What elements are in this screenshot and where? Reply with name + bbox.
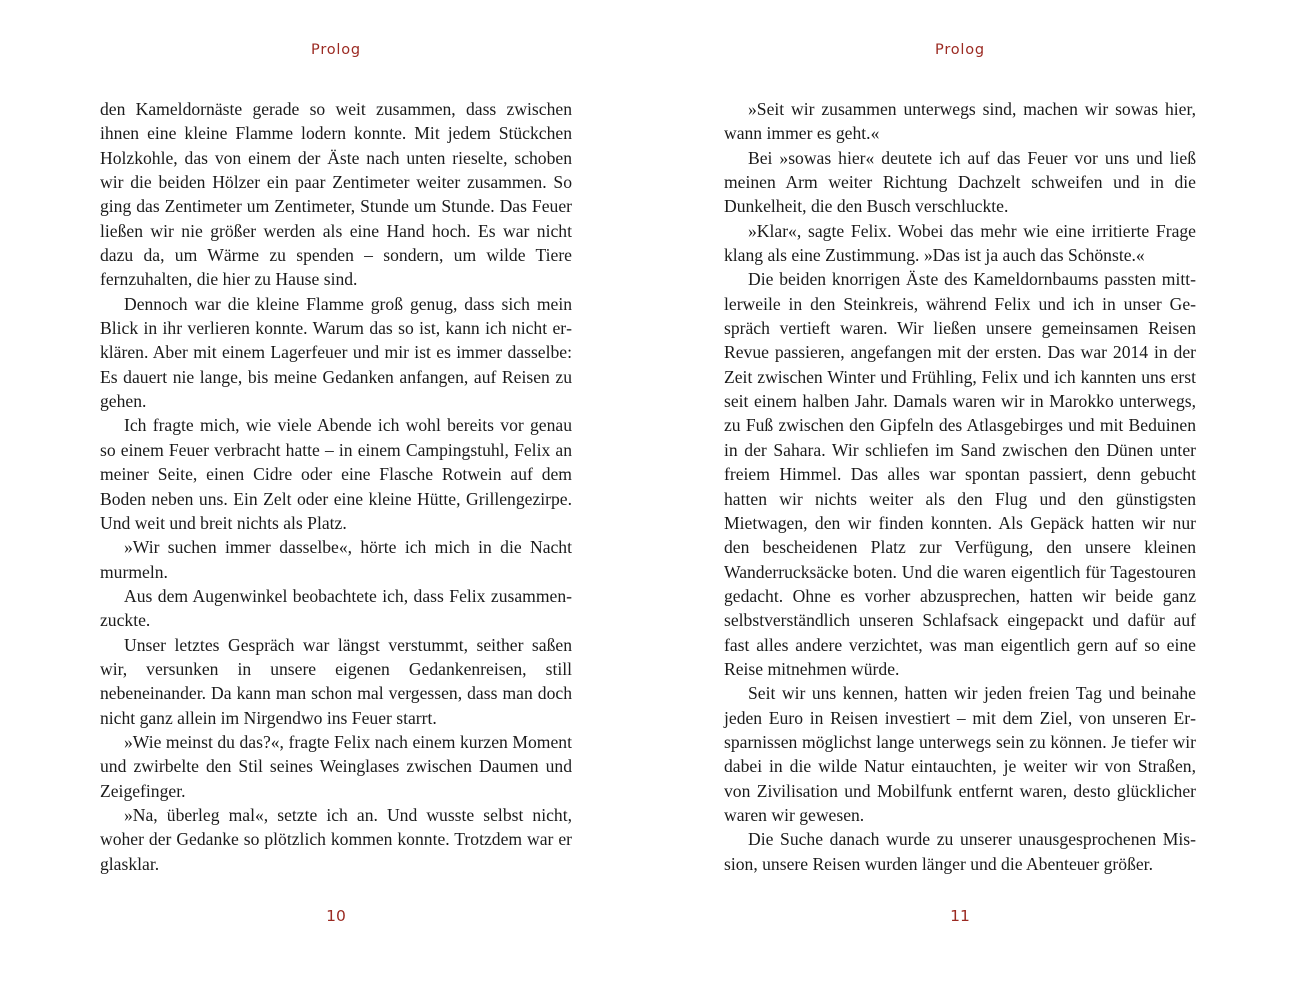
paragraph: »Wie meinst du das?«, fragte Felix nach einem kurzen Moment und zwirbelte den Stil seines Weinglases zwischen Daumen und Zeigefinger. <box>100 731 572 801</box>
paragraph: Die Suche danach wurde zu unserer unausgesprochenen Mission, unsere Reisen wurden länger und die Abenteuer größer. <box>724 829 1196 874</box>
left-page-body <box>100 97 572 876</box>
paragraph: Bei »sowas hier« deutete ich auf das Feuer vor uns und ließ meinen Arm weiter Richtung Dachzelt schweifen und in die Dunkelheit, die den Busch verschluckte. <box>724 147 1196 217</box>
paragraph: »Wir suchen immer dasselbe«, hörte ich mich in die Nacht murmeln. <box>100 537 572 582</box>
right-page-body <box>724 97 1196 876</box>
paragraph: »Seit wir zusammen unterwegs sind, machen wir sowas hier, wann immer es geht.« <box>724 99 1196 144</box>
left-page <box>100 0 572 1000</box>
paragraph: Unser letztes Gespräch war längst verstummt, seither saßen wir, versunken in unsere eigenen Gedankenreisen, still nebeneinander. Da kann man schon mal vergessen, dass man doch nicht ganz allein im Nirgendwo ins Feuer starrt. <box>100 634 572 728</box>
running-head-left: Prolog <box>311 42 361 58</box>
paragraph: Die beiden knorrigen Äste des Kameldornbaums passten mittlerweile in den Steinkreis, während Felix und ich in unser Gespräch vertieft waren. Wir ließen unsere gemeinsamen Reisen Revue passieren, angefangen mit der ersten. Das war 2014 in der Zeit zwischen Winter und Frühling, Felix und ich kannten uns erst seit einem halben Jahr. Damals waren wir in Marokko unterwegs, zu Fuß zwischen den Gipfeln des Atlasgebirges und mit Beduinen in der Sahara. Wir schliefen im Sand zwischen den Dünen unter freiem Himmel. Das alles war spontan passiert, denn gebucht hatten wir nichts weiter als den Flug und den günstigsten Mietwagen, den wir finden konnten. Als Gepäck hatten wir nur den bescheidenen Platz zur Verfügung, den unsere kleinen Wanderrucksäcke boten. Und die waren eigentlich für Tagestouren gedacht. Ohne es vorher abzusprechen, hatten wir beide ganz selbstverständlich unseren Schlafsack eingepackt und dafür auf fast alles andere verzichtet, was man eigentlich gern auf so eine Reise mitnehmen würde. <box>724 269 1196 679</box>
paragraph: »Klar«, sagte Felix. Wobei das mehr wie eine irritierte Frage klang als eine Zustimmung. »Das ist ja auch das Schönste.« <box>724 220 1196 266</box>
paragraph: Seit wir uns kennen, hatten wir jeden freien Tag und beinahe jeden Euro in Reisen investiert – mit dem Ziel, von unseren Ersparnissen möglichst lange unterwegs sein zu können. Je tiefer wir dabei in die wilde Natur eintauchten, je weiter wir von Straßen, von Zivilisation und Mobilfunk entfernt waren, desto glücklicher waren wir gewesen. <box>724 683 1196 825</box>
right-page <box>724 0 1196 1000</box>
paragraph: Aus dem Augenwinkel beobachtete ich, dass Felix zusammenzuckte. <box>100 585 572 631</box>
page-number-right: 11 <box>950 907 970 925</box>
running-head-right: Prolog <box>935 42 985 58</box>
page-number-left: 10 <box>326 907 346 925</box>
paragraph: Dennoch war die kleine Flamme groß genug, dass sich mein Blick in ihr verlieren konnte. Warum das so ist, kann ich nicht erklären. Aber mit einem Lagerfeuer und mir ist es immer dasselbe: Es dauert nie lange, bis meine Gedanken anfangen, auf Reisen zu gehen. <box>100 293 572 412</box>
paragraph: Ich fragte mich, wie viele Abende ich wohl bereits vor genau so einem Feuer verbracht hatte – in einem Campingstuhl, Felix an meiner Seite, einen Cidre oder eine Flasche Rotwein auf dem Boden neben uns. Ein Zelt oder eine kleine Hütte, Grillengezirpe. Und weit und breit nichts als Platz. <box>100 415 572 533</box>
paragraph: den Kameldornäste gerade so weit zusammen, dass zwischen ihnen eine kleine Flamme lodern konnte. Mit jedem Stückchen Holzkohle, das von einem der Äste nach unten rieselte, schoben wir die beiden Hölzer ein paar Zentimeter weiter zusammen. So ging das Zentimeter um Zentimeter, Stunde um Stunde. Das Feuer ließen wir nie größer werden als eine Hand hoch. Es war nicht dazu da, um Wärme zu spenden – sondern, um wilde Tiere fernzuhalten, die hier zu Hause sind. <box>100 99 572 290</box>
paragraph: »Na, überleg mal«, setzte ich an. Und wusste selbst nicht, woher der Gedanke so plötzlich kommen konnte. Trotzdem war er glasklar. <box>100 804 572 874</box>
